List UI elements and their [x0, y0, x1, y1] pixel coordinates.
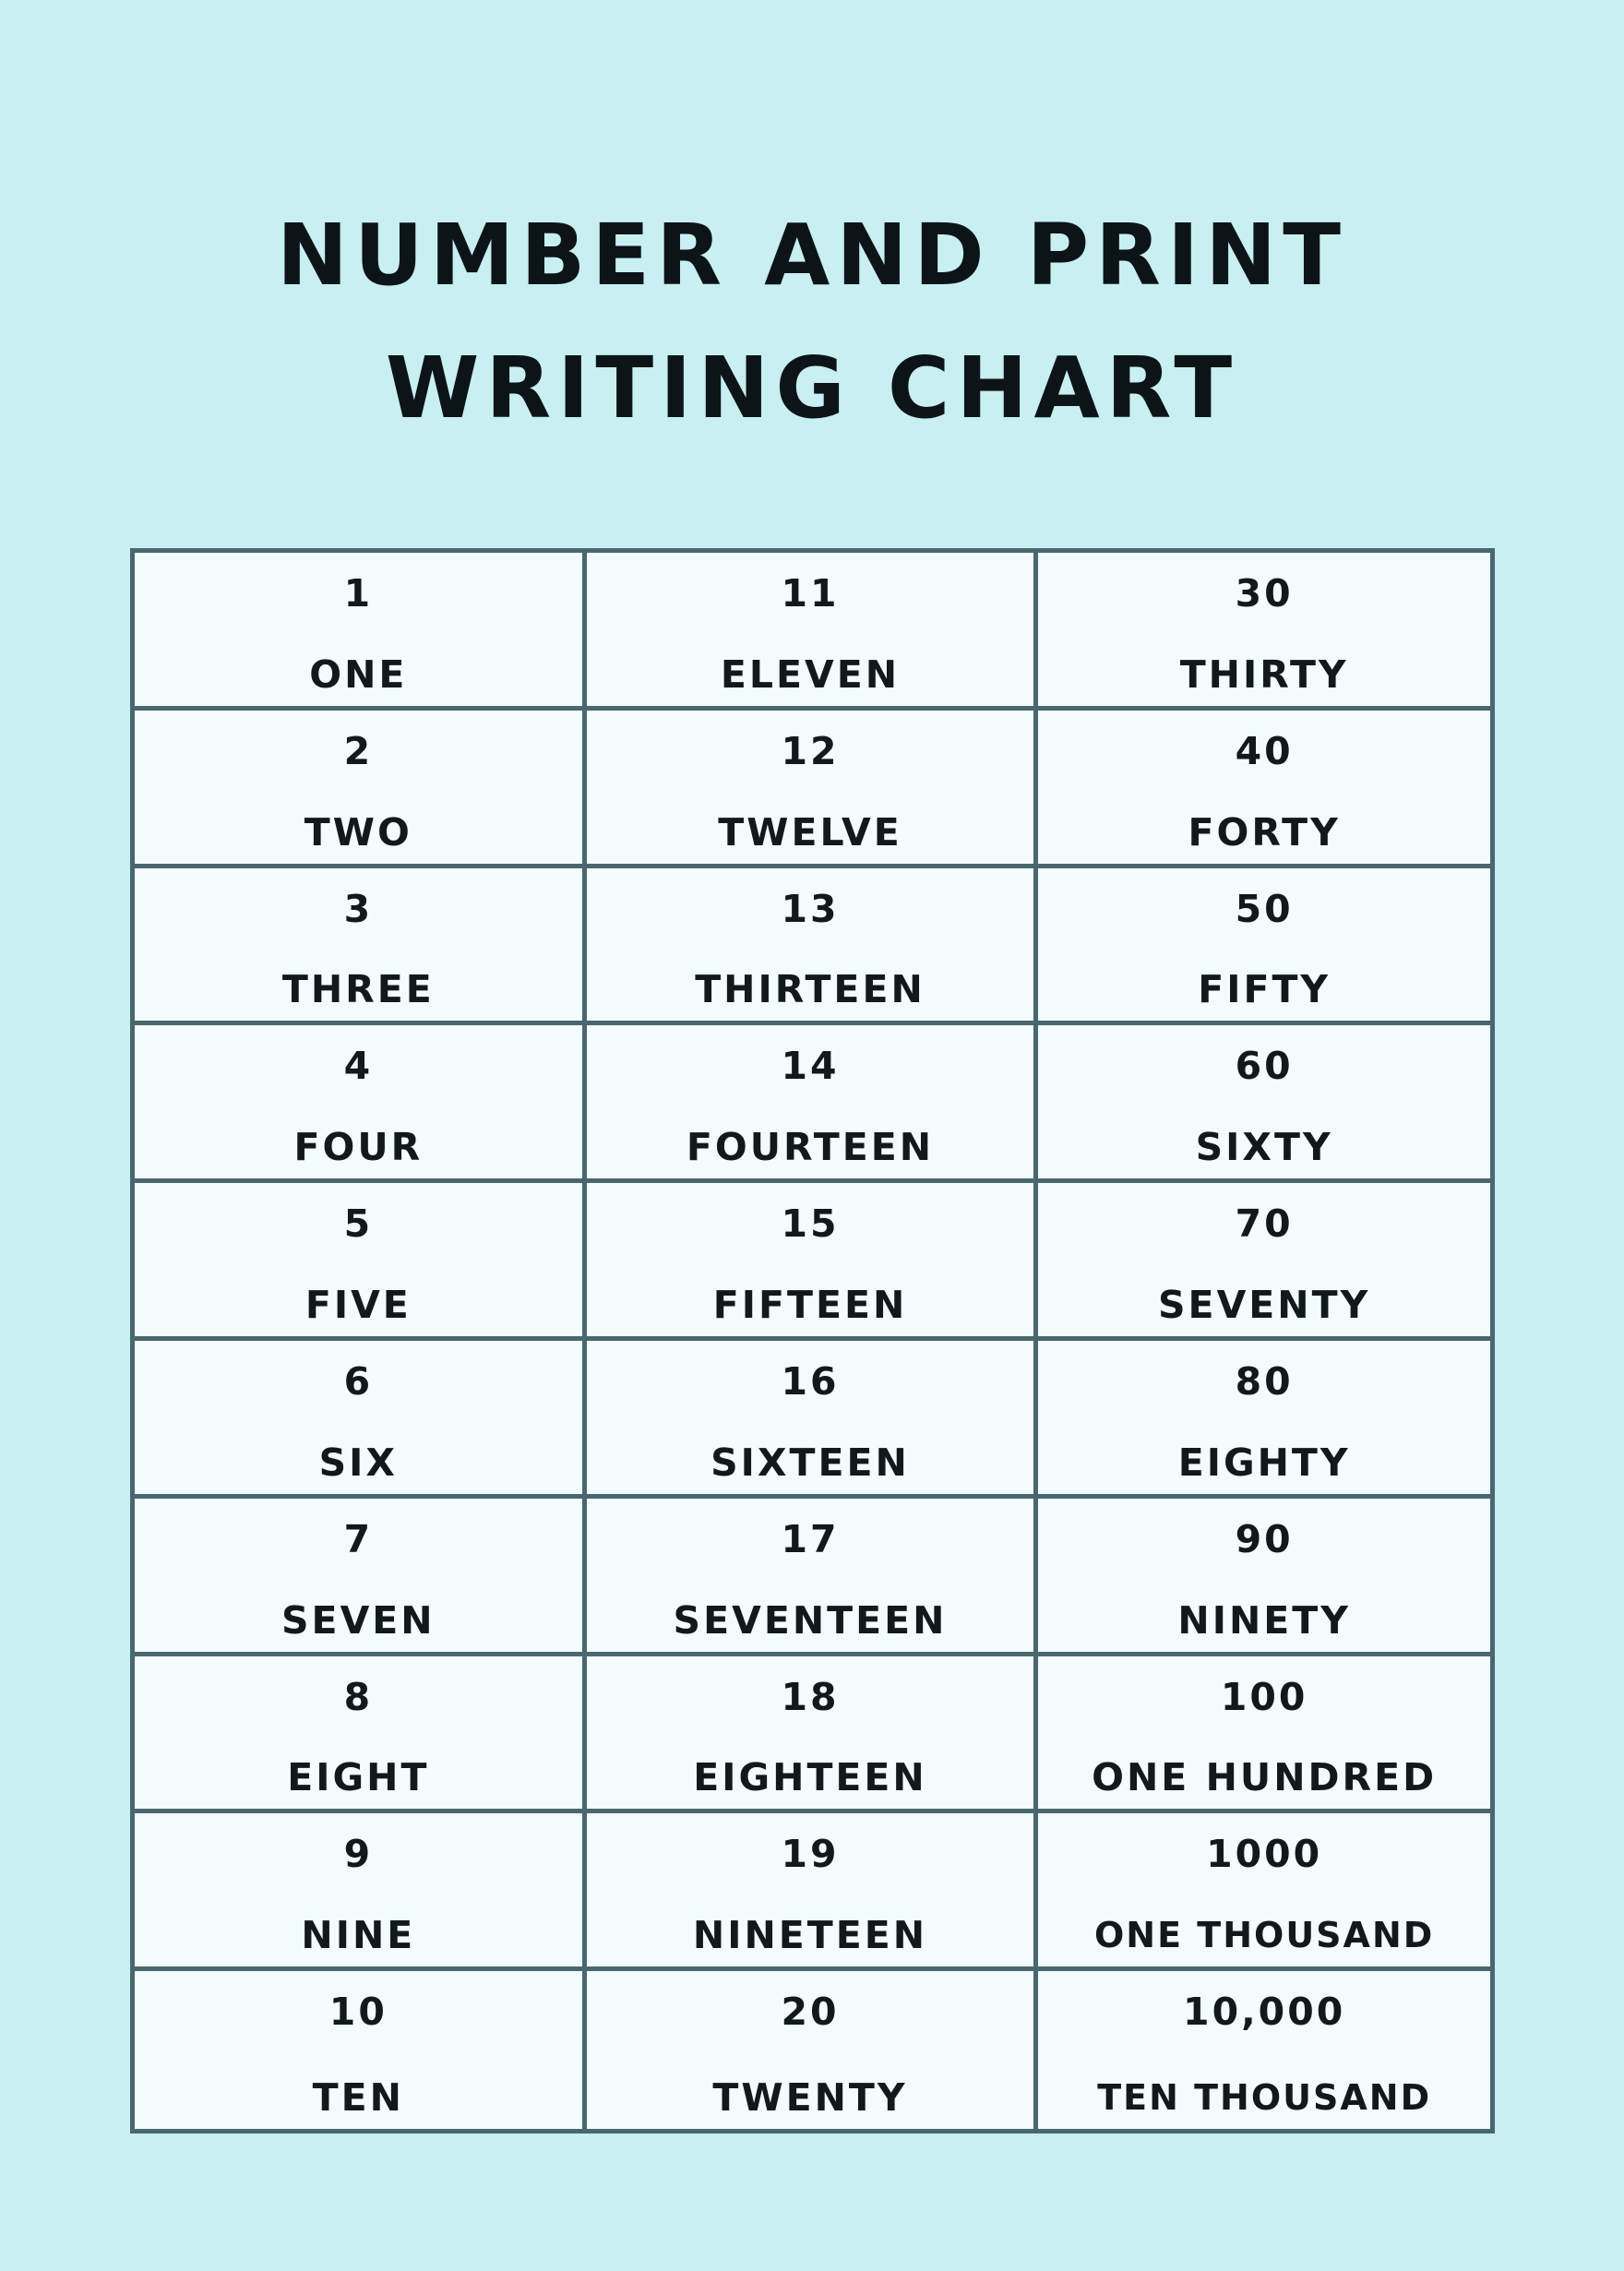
cell-number: 60 — [1235, 1044, 1294, 1089]
cell-number: 70 — [1235, 1201, 1294, 1247]
table-cell — [135, 1656, 587, 1814]
cell-number: 17 — [781, 1516, 840, 1561]
table-cell — [135, 1341, 587, 1499]
table-cell — [1038, 553, 1490, 711]
table-cell — [135, 1499, 587, 1656]
cell-word: NINE — [301, 1913, 416, 1958]
cell-word: EIGHTEEN — [693, 1755, 927, 1800]
cell-number: 4 — [343, 1044, 374, 1089]
cell-word: FOUR — [293, 1125, 424, 1170]
cell-number: 3 — [343, 886, 374, 931]
cell-number: 100 — [1220, 1674, 1308, 1719]
cell-word: SEVENTEEN — [673, 1597, 948, 1643]
table-cell — [587, 1813, 1039, 1971]
cell-word: EIGHTY — [1177, 1440, 1351, 1485]
cell-number: 1000 — [1206, 1832, 1323, 1877]
cell-word: NINETY — [1177, 1597, 1351, 1643]
cell-word: FIVE — [304, 1283, 412, 1327]
cell-number: 15 — [781, 1201, 840, 1247]
table-cell — [1038, 1025, 1490, 1183]
table-cell — [1038, 1813, 1490, 1971]
cell-word: ONE THOUSAND — [1094, 1915, 1435, 1956]
table-cell — [135, 1183, 587, 1341]
cell-word: SIX — [318, 1440, 399, 1485]
cell-word: THIRTY — [1179, 651, 1349, 697]
table-cell — [587, 1971, 1039, 2129]
table-cell — [587, 1656, 1039, 1814]
table-cell — [1038, 868, 1490, 1026]
cell-number: 2 — [343, 728, 374, 773]
table-cell — [1038, 1971, 1490, 2129]
cell-word: EIGHT — [287, 1755, 430, 1800]
table-cell — [587, 1341, 1039, 1499]
cell-number: 50 — [1235, 886, 1294, 931]
cell-word: TEN THOUSAND — [1097, 2077, 1432, 2118]
table-cell — [587, 868, 1039, 1026]
cell-word: ONE — [309, 651, 408, 697]
cell-word: NINETEEN — [692, 1913, 928, 1958]
cell-word: FIFTY — [1198, 967, 1331, 1012]
cell-number: 6 — [343, 1359, 374, 1404]
number-word-table — [130, 548, 1495, 2134]
table-cell — [1038, 711, 1490, 868]
cell-word: ELEVEN — [720, 651, 901, 697]
cell-number: 90 — [1235, 1516, 1294, 1561]
cell-number: 18 — [781, 1674, 840, 1719]
table-cell — [135, 1025, 587, 1183]
table-cell — [135, 868, 587, 1026]
cell-word: TWENTY — [712, 2075, 908, 2120]
cell-word: FIFTEEN — [712, 1283, 908, 1327]
table-cell — [587, 711, 1039, 868]
table-cell — [1038, 1183, 1490, 1341]
cell-word: ONE HUNDRED — [1092, 1755, 1438, 1800]
cell-word: FOURTEEN — [686, 1125, 935, 1170]
page-title — [0, 189, 1624, 455]
cell-word: SIXTEEN — [710, 1440, 910, 1485]
cell-number: 8 — [343, 1674, 374, 1719]
table-cell — [587, 1499, 1039, 1656]
table-cell — [135, 553, 587, 711]
table-cell — [135, 711, 587, 868]
cell-number: 10 — [328, 1990, 388, 2035]
cell-number: 30 — [1235, 571, 1294, 616]
cell-number: 14 — [781, 1044, 840, 1089]
cell-number: 40 — [1235, 728, 1294, 773]
cell-number: 9 — [343, 1832, 374, 1877]
title-line-1: NUMBER AND PRINT — [277, 206, 1347, 305]
cell-word: SEVENTY — [1158, 1283, 1371, 1327]
table-cell — [1038, 1341, 1490, 1499]
table-cell — [135, 1971, 587, 2129]
cell-number: 10,000 — [1183, 1990, 1346, 2035]
table-cell — [1038, 1499, 1490, 1656]
cell-number: 7 — [343, 1516, 374, 1561]
title-line-2: WRITING CHART — [385, 339, 1239, 437]
cell-word: TWELVE — [718, 809, 902, 855]
table-cell — [1038, 1656, 1490, 1814]
table-cell — [587, 1025, 1039, 1183]
table-cell — [135, 1813, 587, 1971]
cell-number: 19 — [781, 1832, 840, 1877]
cell-word: SIXTY — [1195, 1125, 1333, 1170]
cell-number: 13 — [781, 886, 840, 931]
cell-number: 20 — [781, 1990, 840, 2035]
cell-number: 5 — [343, 1201, 374, 1247]
cell-number: 12 — [781, 728, 840, 773]
cell-number: 11 — [781, 571, 840, 616]
cell-word: THREE — [281, 967, 435, 1012]
cell-word: THIRTEEN — [695, 967, 925, 1012]
cell-number: 16 — [781, 1359, 840, 1404]
cell-word: TEN — [312, 2075, 404, 2120]
cell-word: FORTY — [1188, 809, 1341, 855]
cell-number: 80 — [1235, 1359, 1294, 1404]
table-cell — [587, 1183, 1039, 1341]
cell-word: SEVEN — [281, 1597, 436, 1643]
table-cell — [587, 553, 1039, 711]
cell-number: 1 — [343, 571, 374, 616]
cell-word: TWO — [304, 809, 412, 855]
